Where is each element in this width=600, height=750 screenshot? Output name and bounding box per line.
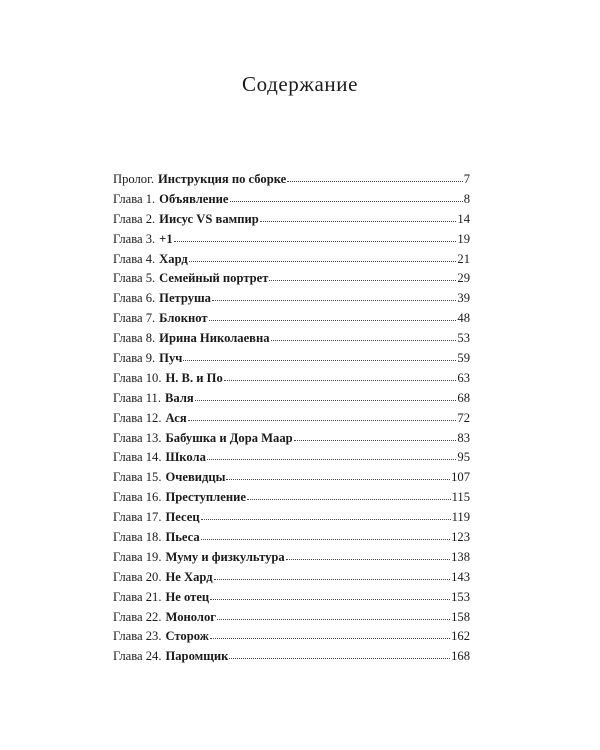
toc-entry-title: Семейный портрет [159,271,269,286]
toc-entry-prefix: Глава 11. [113,390,162,405]
toc-entry-title: Паромщик [165,649,229,664]
toc-entry-prefix: Глава 10. [113,370,162,385]
dot-leader [287,181,462,182]
toc-entry-title: Ирина Николаевна [159,331,270,346]
toc-entry-page-number: 168 [451,649,470,664]
toc-entry-title: Инструкция по сборке [158,172,287,186]
toc-entry-title: Преступление [165,490,246,505]
toc-entry-title: Петруша [159,291,211,306]
toc-entry-title: Валя [165,390,194,405]
dot-leader [286,559,450,560]
table-of-contents [113,170,470,667]
toc-entry-title: Пуч [159,351,183,366]
dot-leader [209,320,457,321]
toc-entry [113,568,470,588]
dot-leader [229,658,450,659]
dot-leader [201,519,451,520]
toc-entry [113,269,470,289]
toc-entry-page-number: 119 [451,510,470,525]
toc-entry-page-number: 115 [451,490,470,505]
dot-leader [226,479,450,480]
toc-entry-page-number: 162 [451,629,470,644]
toc-entry-prefix: Глава 22. [113,609,162,624]
toc-entry [113,627,470,647]
toc-entry-page-number: 123 [451,530,470,545]
dot-leader [207,459,457,460]
toc-entry-page-number: 53 [457,331,470,346]
toc-entry-title: Иисус VS вампир [159,211,259,226]
dot-leader [224,380,457,381]
toc-entry-prefix: Глава 2. [113,211,156,226]
toc-entry-title: Не Хард [165,569,213,584]
toc-entry-prefix: Глава 16. [113,490,162,505]
toc-entry-page-number: 153 [451,589,470,604]
toc-entry-prefix: Глава 6. [113,291,156,306]
toc-entry-page-number: 59 [457,351,470,366]
dot-leader [212,300,456,301]
toc-entry [113,309,470,329]
toc-entry-prefix: Глава 7. [113,311,156,326]
toc-entry-title: Объявление [159,191,229,206]
toc-entry-title: Песец [165,510,200,525]
toc-entry [113,250,470,270]
toc-entry-page-number: 8 [463,191,470,206]
toc-entry-title: Школа [165,450,206,465]
toc-entry-prefix: Глава 13. [113,430,162,445]
toc-entry-page-number: 95 [457,450,470,465]
toc-entry-title: Н. В. и По [165,370,223,385]
toc-entry-page-number: 19 [457,231,470,246]
toc-entry-title: Ася [165,410,187,425]
toc-entry-prefix: Глава 8. [113,331,156,346]
dot-leader [260,221,457,222]
toc-entry-prefix: Глава 3. [113,231,156,246]
toc-entry [113,528,470,548]
toc-entry-title: Пьеса [165,530,200,545]
dot-leader [183,360,456,361]
toc-entry-page-number: 68 [457,390,470,405]
toc-entry [113,508,470,528]
dot-leader [189,261,457,262]
dot-leader [269,280,456,281]
toc-entry-title: Монолог [165,609,216,624]
toc-entry-prefix: Глава 12. [113,410,162,425]
toc-entry-title: Блокнот [159,311,208,326]
toc-entry-prefix: Глава 4. [113,251,156,266]
page-title: Содержание [241,72,359,97]
toc-entry [113,369,470,389]
toc-entry-page-number: 143 [451,569,470,584]
toc-entry-page-number: 83 [457,430,470,445]
toc-entry [113,349,470,369]
dot-leader [247,499,451,500]
toc-entry-prefix: Пролог. [113,172,154,186]
toc-entry-page-number: 14 [457,211,470,226]
toc-entry-title: Сторож [165,629,209,644]
toc-entry [113,329,470,349]
dot-leader [201,539,450,540]
toc-entry-page-number: 39 [457,291,470,306]
toc-entry-title: Бабушка и Дора Маар [165,430,293,445]
toc-entry [113,389,470,409]
toc-entry [113,608,470,628]
toc-entry-prefix: Глава 19. [113,549,162,564]
dot-leader [210,638,450,639]
toc-entry-prefix: Глава 5. [113,271,156,286]
dot-leader [195,400,457,401]
toc-entry [113,409,470,429]
toc-entry-page-number: 21 [457,251,470,266]
toc-entry-title: +1 [159,231,173,246]
toc-entry-prefix: Глава 18. [113,530,162,545]
toc-entry [113,588,470,608]
toc-entry-prefix: Глава 15. [113,470,162,485]
toc-entry [113,210,470,230]
toc-entry-page-number: 63 [457,370,470,385]
dot-leader [230,201,463,202]
toc-entry-title: Муму и физкультура [165,549,285,564]
toc-entry-prefix: Глава 21. [113,589,162,604]
toc-entry-title: Не отец [165,589,210,604]
toc-entry [113,468,470,488]
dot-leader [174,241,457,242]
toc-entry [113,170,470,190]
toc-entry-title: Очевидцы [165,470,226,485]
toc-entry-page-number: 158 [451,609,470,624]
toc-entry [113,289,470,309]
toc-entry-prefix: Глава 14. [113,450,162,465]
toc-entry [113,448,470,468]
toc-entry [113,647,470,667]
toc-entry [113,548,470,568]
toc-entry-title: Хард [159,251,188,266]
toc-entry [113,488,470,508]
dot-leader [188,420,457,421]
dot-leader [217,619,450,620]
toc-entry-page-number: 138 [451,549,470,564]
dot-leader [271,340,457,341]
toc-entry [113,429,470,449]
toc-entry-prefix: Глава 24. [113,649,162,664]
toc-entry-prefix: Глава 20. [113,569,162,584]
toc-entry-prefix: Глава 23. [113,629,162,644]
toc-entry-page-number: 107 [451,470,470,485]
toc-entry-page-number: 29 [457,271,470,286]
dot-leader [294,440,457,441]
toc-entry [113,190,470,210]
dot-leader [214,579,451,580]
toc-entry-prefix: Глава 9. [113,351,156,366]
toc-entry-page-number: 72 [457,410,470,425]
toc-entry-prefix: Глава 17. [113,510,162,525]
toc-entry-page-number: 7 [463,172,470,186]
toc-entry-page-number: 48 [457,311,470,326]
toc-entry [113,230,470,250]
dot-leader [210,599,450,600]
toc-entry-prefix: Глава 1. [113,191,156,206]
